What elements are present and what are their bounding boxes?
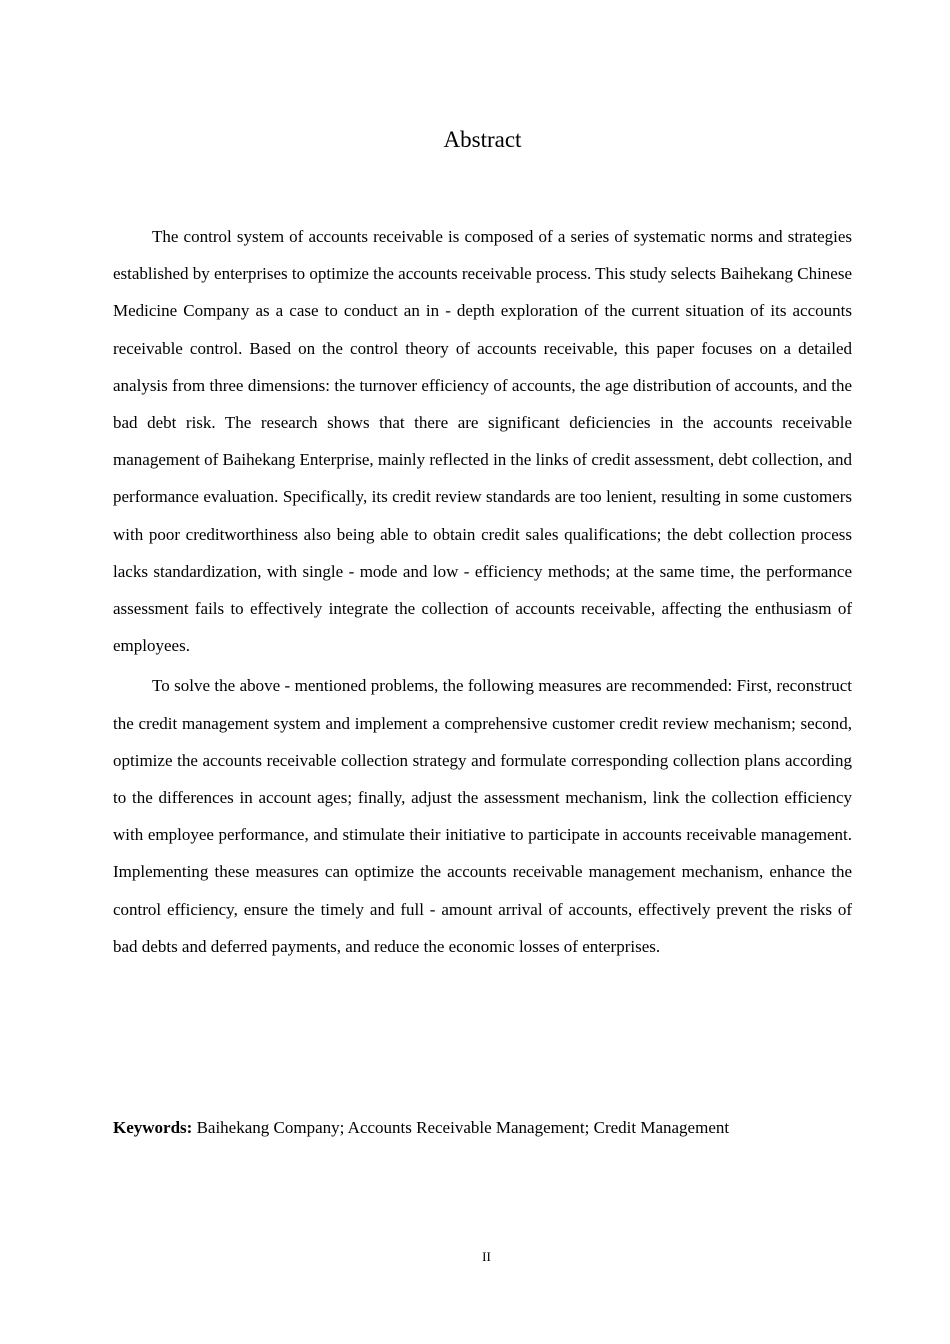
abstract-body bbox=[113, 218, 852, 968]
keywords-line bbox=[113, 1112, 852, 1144]
abstract-paragraph-2: To solve the above - mentioned problems, the following measures are recommended: First, reconstruct the credit management system and implement a comprehensive customer credit review mechanism; second, optimize the accounts receivable collection strategy and formulate corresponding collection plans according to the differences in account ages; finally, adjust the assessment mechanism, link the collection efficiency with employee performance, and stimulate their initiative to participate in accounts receivable management. Implementing these measures can optimize the accounts receivable management mechanism, enhance the control efficiency, ensure the timely and full - amount arrival of accounts, effectively prevent the risks of bad debts and deferred payments, and reduce the economic losses of enterprises. bbox=[113, 676, 852, 956]
page-number: II bbox=[482, 1249, 491, 1264]
keywords-label: Keywords: bbox=[113, 1118, 193, 1137]
keywords-text: Baihekang Company; Accounts Receivable Management; Credit Management bbox=[196, 1118, 730, 1137]
abstract-paragraph-1: The control system of accounts receivable is composed of a series of systematic norms and strategies established by enterprises to optimize the accounts receivable process. This study selects Baihekang Chinese Medicine Company as a case to conduct an in - depth exploration of the current situation of its accounts receivable control. Based on the control theory of accounts receivable, this paper focuses on a detailed analysis from three dimensions: the turnover efficiency of accounts, the age distribution of accounts, and the bad debt risk. The research shows that there are significant deficiencies in the accounts receivable management of Baihekang Enterprise, mainly reflected in the links of credit assessment, debt collection, and performance evaluation. Specifically, its credit review standards are too lenient, resulting in some customers with poor creditworthiness also being able to obtain credit sales qualifications; the debt collection process lacks standardization, with single - mode and low - efficiency methods; at the same time, the performance assessment fails to effectively integrate the collection of accounts receivable, affecting the enthusiasm of employees. bbox=[113, 227, 852, 656]
abstract-title: Abstract bbox=[443, 127, 522, 152]
